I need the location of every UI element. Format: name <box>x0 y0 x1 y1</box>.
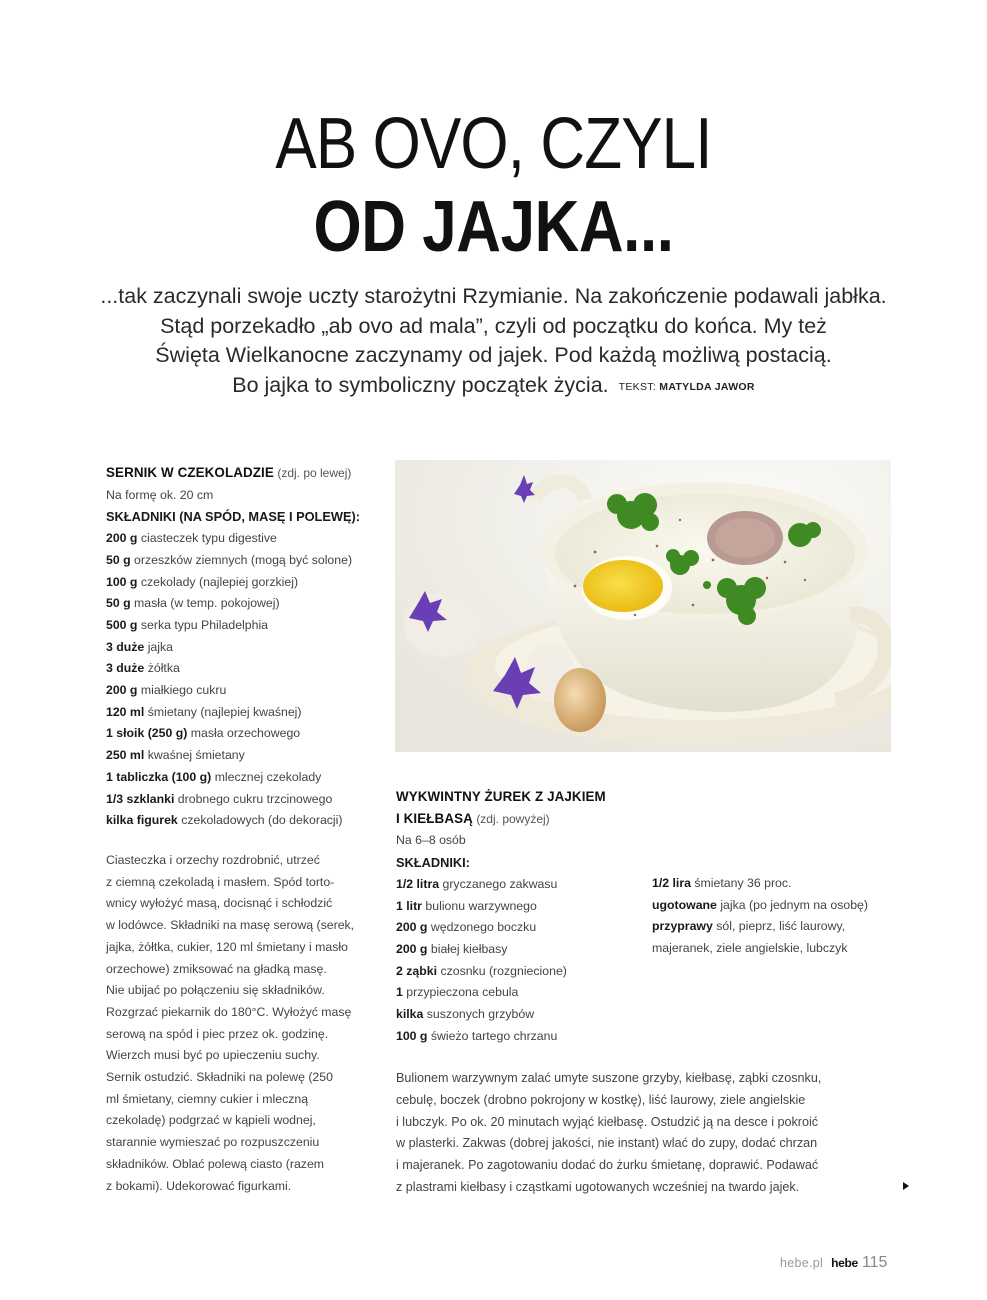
ingredient-qty: 1 <box>396 985 403 1000</box>
ingredient-row <box>652 873 902 895</box>
ingredient-qty: kilka <box>396 1007 424 1022</box>
ingredient-item: czekolady (najlepiej gorzkiej) <box>140 574 299 589</box>
method-line: Bulionem warzywnym zalać umyte suszone grzyby, kiełbasę, ząbki czosnku, <box>396 1071 822 1085</box>
lead-line-text: Bo jajka to symboliczny początek życia. <box>232 372 609 397</box>
method-line: serową na spód i piec przez ok. godzinę. <box>106 1026 329 1041</box>
footer-site: hebe.pl <box>780 1256 824 1270</box>
ingredient-qty: 1/2 lira <box>652 876 691 890</box>
ingredient-row <box>396 982 646 1004</box>
ingredient-item: ciasteczek typu digestive <box>140 531 277 546</box>
ingredient-row <box>106 637 376 659</box>
ingredient-row <box>106 550 376 572</box>
ingredient-row <box>106 680 376 702</box>
ingredient-item: czosnku (rozgniecione) <box>440 963 567 978</box>
ingredient-qty: 200 g <box>396 941 428 956</box>
recipe-sernik <box>106 462 376 832</box>
ingredient-item: sól, pieprz, liść laurowy, <box>716 919 846 934</box>
ingredient-row <box>396 896 646 918</box>
page-number: 115 <box>861 1254 888 1271</box>
recipe-sernik-method <box>106 850 368 1197</box>
continue-arrow-icon <box>903 1182 909 1190</box>
ingredient-qty: 1/3 szklanki <box>106 791 175 806</box>
ingredient-row <box>106 723 376 745</box>
ingredient-item: białej kiełbasy <box>430 941 508 956</box>
ingredient-item: masła orzechowego <box>190 726 301 741</box>
ingredient-item: przypieczona cebula <box>406 985 519 1000</box>
method-line: starannie wymieszać po rozpuszczeniu <box>106 1135 320 1150</box>
method-line: i lubczyk. Po ok. 20 minutach wyjąć kiełbasę. Ostudzić ją na desce i pokroić <box>396 1114 819 1129</box>
credit-label: TEKST: <box>618 380 657 393</box>
method-line: cebulę, boczek (drobno pokrojony w kostkę), liść laurowy, ziele angielskie <box>396 1092 806 1107</box>
recipe-title: SERNIK W CZEKOLADZIE <box>106 465 274 480</box>
ingredient-item: wędzonego boczku <box>430 920 537 935</box>
ingredient-item: masła (w temp. pokojowej) <box>134 596 280 611</box>
ingredient-qty: przyprawy <box>652 919 713 934</box>
method-line: Wierzch musi być po upieczeniu suchy. <box>106 1048 320 1063</box>
ingredient-row <box>106 702 376 724</box>
lead-line: Stąd porzekadło „ab ovo ad mala”, czyli od początku do końca. My też <box>160 313 827 338</box>
ingredient-row <box>652 938 902 960</box>
ingredient-qty: 50 g <box>106 552 131 567</box>
ingredient-item: śmietany (najlepiej kwaśnej) <box>147 704 302 719</box>
ingredient-item: żółtka <box>147 661 180 676</box>
ingredient-row <box>652 895 902 917</box>
ingredient-qty: 100 g <box>396 1028 428 1043</box>
photo-note: (zdj. po lewej) <box>277 466 352 480</box>
method-line: z plastrami kiełbasy i cząstkami ugotowanych wcześniej na twardo jajek. <box>396 1179 800 1194</box>
ingredient-qty: 3 duże <box>106 661 145 676</box>
ingredient-row <box>106 615 376 637</box>
ingredient-qty: 120 ml <box>106 704 145 719</box>
ingredient-row <box>396 961 646 983</box>
ingredient-item: czekoladowych (do dekoracji) <box>181 813 343 828</box>
ingredient-qty: 1/2 litra <box>396 876 440 891</box>
ingredient-qty: 3 duże <box>106 639 145 654</box>
ingredient-item: miałkiego cukru <box>140 683 227 698</box>
ingredient-row <box>106 789 376 811</box>
method-line: czekoladę) podgrzać w kąpieli wodnej, <box>106 1113 316 1128</box>
ingredient-qty: 200 g <box>106 531 138 546</box>
ingredient-qty: 500 g <box>106 617 138 632</box>
ingredient-row <box>106 658 376 680</box>
ingredient-item: jajka (po jednym na osobę) <box>720 897 868 912</box>
soup-photo <box>395 460 891 752</box>
ingredient-item: serka typu Philadelphia <box>140 617 269 632</box>
ingredient-row <box>106 745 376 767</box>
page-footer <box>780 1254 887 1272</box>
ingredient-row <box>396 1004 646 1026</box>
method-line: z ciemną czekoladą i masłem. Spód torto- <box>106 874 335 889</box>
recipe-title-row <box>106 462 376 485</box>
ingredient-qty: 250 ml <box>106 748 145 763</box>
ingredient-qty: 1 tabliczka (100 g) <box>106 769 212 784</box>
title-line-1: AB OVO, CZYLI <box>275 104 712 184</box>
footer-brand-logo: hebe <box>831 1256 858 1270</box>
ingredient-row <box>396 874 646 896</box>
soup-illustration <box>395 460 891 752</box>
ingredient-item: majeranek, ziele angielskie, lubczyk <box>652 941 848 956</box>
method-line: Rozgrzać piekarnik do 180°C. Wyłożyć masę <box>106 1004 352 1019</box>
method-line: w lodówce. Składniki na masę serową (serek, <box>106 918 355 933</box>
ingredient-row <box>106 528 376 550</box>
author-credit <box>619 381 755 393</box>
ingredients-heading: SKŁADNIKI: <box>396 855 470 871</box>
lead-line-last <box>60 371 927 403</box>
ingredient-item: gryczanego zakwasu <box>442 876 558 891</box>
recipe-size: Na formę ok. 20 cm <box>106 487 214 502</box>
method-line: orzechowe) zmiksować na gładką masę. <box>106 961 327 976</box>
ingredient-qty: kilka figurek <box>106 813 178 828</box>
ingredients-heading: SKŁADNIKI (NA SPÓD, MASĘ I POLEWĘ): <box>106 509 361 525</box>
ingredient-qty: 1 słoik (250 g) <box>106 726 188 741</box>
ingredient-row <box>106 810 376 832</box>
recipe-title-2: I KIEŁBASĄ <box>396 810 473 826</box>
lead-line: ...tak zaczynali swoje uczty starożytni Rzymianie. Na zakończenie podawali jabłka. <box>100 284 887 308</box>
method-line: składników. Oblać polewą ciasto (razem <box>106 1156 325 1171</box>
method-line: Nie ubijać po połączeniu się składników. <box>106 983 325 998</box>
recipe-zurek-method <box>396 1068 896 1199</box>
ingredient-qty: ugotowane <box>652 897 717 912</box>
lead-line: Święta Wielkanocne zaczynamy od jajek. Pod każdą możliwą postacią. <box>155 343 832 367</box>
credit-author: MATYLDA JAWOR <box>659 380 755 393</box>
ingredient-qty: 1 litr <box>396 898 422 913</box>
ingredient-item: śmietany 36 proc. <box>694 876 792 890</box>
method-line: Ciasteczka i orzechy rozdrobnić, utrzeć <box>106 853 320 867</box>
ingredient-item: kwaśnej śmietany <box>147 748 245 763</box>
ingredient-item: mlecznej czekolady <box>214 769 322 784</box>
ingredient-row <box>396 939 646 961</box>
ingredient-qty: 100 g <box>106 574 138 589</box>
ingredient-item: suszonych grzybów <box>426 1007 535 1022</box>
ingredient-qty: 200 g <box>106 683 138 698</box>
ingredient-qty: 200 g <box>396 920 428 935</box>
recipe-title-row <box>396 808 646 831</box>
recipe-servings: Na 6–8 osób <box>396 833 466 848</box>
method-line: w plasterki. Zakwas (dobrej jakości, nie instant) wlać do zupy, dodać chrzan <box>396 1136 818 1151</box>
recipe-zurek-ingredients-2 <box>652 873 902 960</box>
method-line: z bokami). Udekorować figurkami. <box>106 1178 292 1193</box>
ingredient-row <box>396 1026 646 1048</box>
method-line: wnicy wyłożyć masą, docisnąć i schłodzić <box>106 896 333 911</box>
ingredient-item: bulionu warzywnego <box>425 898 537 913</box>
ingredient-row <box>652 916 902 938</box>
method-line: i majeranek. Po zagotowaniu dodać do żurku śmietanę, doprawić. Podawać <box>396 1158 819 1173</box>
method-line: Sernik ostudzić. Składniki na polewę (250 <box>106 1070 333 1085</box>
photo-note: (zdj. powyżej) <box>476 811 550 826</box>
ingredient-item: świeżo tartego chrzanu <box>430 1028 558 1043</box>
method-line: ml śmietany, ciemny cukier i mleczną <box>106 1091 309 1106</box>
ingredient-qty: 50 g <box>106 596 131 611</box>
ingredient-item: drobnego cukru trzcinowego <box>177 791 333 806</box>
ingredient-item: orzeszków ziemnych (mogą być solone) <box>134 552 353 567</box>
title-line-2: OD JAJKA... <box>313 187 674 267</box>
recipe-title: WYKWINTNY ŻUREK Z JAJKIEM <box>396 789 606 804</box>
ingredient-row <box>106 572 376 594</box>
lead-paragraph <box>60 282 927 402</box>
ingredient-item: jajka <box>147 639 173 654</box>
method-line: jajka, żółtka, cukier, 120 ml śmietany i masło <box>106 939 348 954</box>
recipe-zurek <box>396 786 646 1047</box>
ingredient-row <box>396 917 646 939</box>
ingredient-qty: 2 ząbki <box>396 963 438 978</box>
ingredient-row <box>106 593 376 615</box>
ingredient-row <box>106 767 376 789</box>
